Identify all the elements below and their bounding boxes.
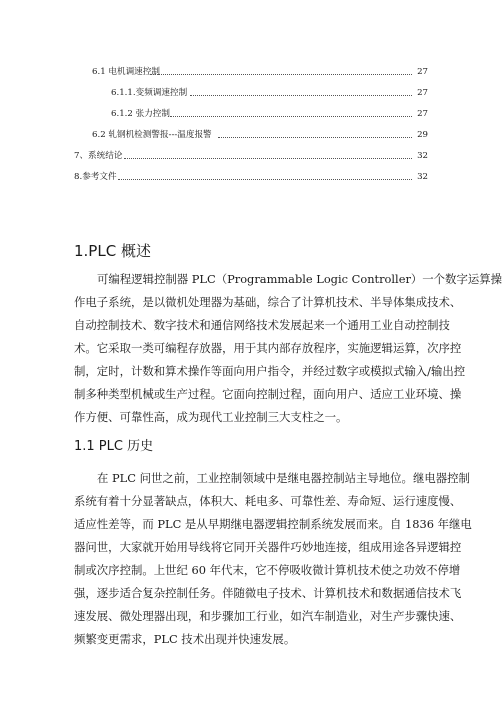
toc-entry[interactable] — [0, 128, 500, 142]
paragraph-line: 作电子系统，是以微机处理器为基础，综合了计算机技术、半导体集成技术、 — [74, 295, 462, 309]
toc-entry[interactable] — [0, 86, 500, 100]
toc-title: 6.1.1.变频调速控制 — [111, 88, 188, 98]
paragraph-line: 作方便、可靠性高，成为现代工业控制三大支柱之一。 — [74, 410, 348, 424]
paragraph-line: 强，逐步适合复杂控制任务。伴随微电子技术、计算机技术和数据通信技术飞 — [74, 586, 462, 600]
paragraph-line: 速发展、微处理器出现，和步骤加工行业，如汽车制造业，对生产步骤快速、 — [74, 609, 462, 623]
toc-title: 6.1 电机调速控制 — [92, 67, 160, 77]
toc-leader — [118, 179, 412, 180]
paragraph-line: 自动控制技术、数字技术和通信网络技术发展起来一个通用工业自动控制技 — [74, 318, 450, 332]
toc-leader — [190, 95, 412, 96]
toc-title: 7、系统结论 — [74, 151, 123, 161]
paragraph-line: 术。它采取一类可编程存放器，用于其内部存放程序，实施逻辑运算，次序控 — [74, 341, 462, 355]
toc-leader — [170, 116, 412, 117]
toc-leader — [218, 137, 412, 138]
toc-page: 29 — [417, 130, 428, 140]
toc-page: 27 — [417, 88, 428, 98]
toc-page: 32 — [417, 151, 428, 161]
paragraph-line: 频繁变更需求，PLC 技术出现并快速发展。 — [74, 632, 296, 646]
paragraph-line: 制，定时，计数和算术操作等面向用户指令，并经过数字或模拟式输入/输出控 — [74, 364, 466, 378]
toc-page: 27 — [417, 109, 428, 119]
toc-title: 6.1.2 张力控制 — [111, 109, 170, 119]
toc-entry[interactable] — [0, 170, 500, 184]
toc-leader — [150, 74, 412, 75]
paragraph-line: 制多种类型机械或生产过程。它面向控制过程，面向用户、适应工业环境、操 — [74, 387, 462, 401]
paragraph-line: 器问世，大家就开始用导线将它同开关器件巧妙地连接，组成用途各异逻辑控 — [74, 540, 462, 554]
paragraph-line: 可编程逻辑控制器 PLC（Programmable Logic Controller）一个数字运算操 — [97, 272, 502, 286]
paragraph-line: 在 PLC 问世之前，工业控制领域中是继电器控制站主导地位。继电器控制 — [97, 471, 470, 485]
toc-entry[interactable] — [0, 107, 500, 121]
paragraph-line: 制或次序控制。上世纪 60 年代末，它不停吸收微计算机技术使之功效不停增 — [74, 563, 461, 577]
subsection-heading: 1.1 PLC 历史 — [74, 439, 154, 454]
toc-title: 6.2 轧钢机检测警报---温度报警 — [92, 130, 212, 140]
toc-entry[interactable] — [0, 65, 500, 79]
paragraph-line: 系统有着十分显著缺点，体积大、耗电多、可靠性差、寿命短、运行速度慢、 — [74, 494, 462, 508]
toc-leader — [124, 158, 412, 159]
toc-entry[interactable] — [0, 149, 500, 163]
section-heading: 1.PLC 概述 — [74, 242, 151, 260]
toc-page: 32 — [417, 172, 428, 182]
paragraph-line: 适应性差等，而 PLC 是从早期继电器逻辑控制系统发展而来。自 1836 年继电 — [74, 517, 472, 531]
toc-title: 8.参考文件 — [74, 172, 117, 182]
toc-page: 27 — [417, 67, 428, 77]
